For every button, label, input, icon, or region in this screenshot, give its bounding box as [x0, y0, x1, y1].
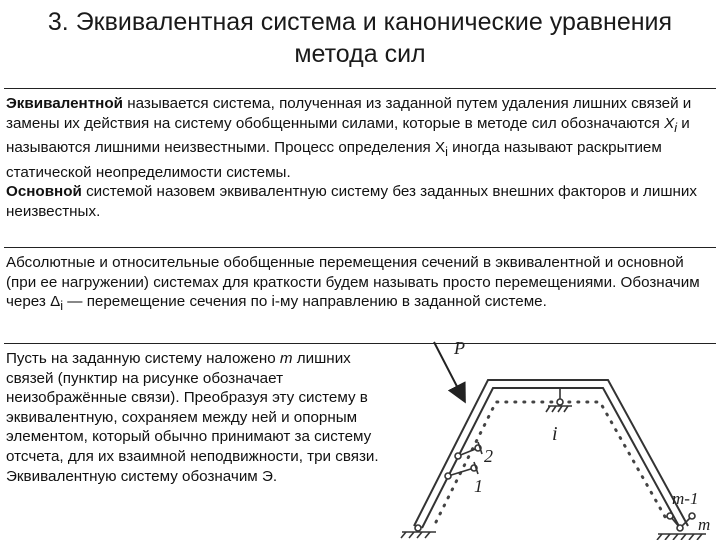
label-2: 2	[484, 446, 493, 466]
definitions-paragraph	[6, 94, 712, 222]
label-m-minus-1: m-1	[672, 489, 699, 508]
symbol-m: m	[279, 350, 293, 367]
delta-subscript: i	[60, 299, 64, 314]
dotted-constraints	[436, 402, 668, 522]
term-basic: Основной	[6, 183, 82, 201]
def-text-2: системой назовем эквивалентную систему без заданных внешних факторов и лишних неизвестных.	[6, 183, 698, 221]
label-i: i	[552, 423, 558, 445]
displacements-paragraph	[6, 253, 712, 317]
def-text-1c: иногда называют раскрытием статической неопределимости системы.	[6, 139, 662, 181]
term-equivalent: Эквивалентной	[6, 95, 123, 112]
constraints-paragraph	[6, 349, 396, 486]
support-i	[546, 388, 572, 412]
label-1: 1	[474, 476, 483, 496]
def-text-1a: называется система, полученная из заданной путем удаления лишних связей и замены их действия на систему обобщенными силами, которые в методе сил обозначаются	[6, 95, 692, 132]
title-line-1: 3. Эквивалентная система и канонические уравнения	[47, 8, 673, 36]
constr-text-a: Пусть на заданную систему наложено	[6, 350, 280, 367]
def-text-1b: и называются лишними неизвестными. Процесс определения X	[6, 114, 690, 157]
constr-text-b: лишних связей (пунктир на рисунке обозначает неизображённые связи). Преобразуя эту систему в эквивалентную, сохраняем между ней и опорным элементом, который обычно принимают за систему отсчета, для их взаимной неподвижности, три связи. Эквивалентную систему обозначим Э.	[6, 350, 379, 485]
label-m: m	[698, 515, 711, 534]
divider-top	[4, 88, 716, 89]
support-left	[401, 525, 436, 538]
symbol-x-subscript-2: i	[445, 145, 448, 160]
frame-figure	[392, 336, 720, 540]
divider-middle	[4, 247, 716, 248]
page-title	[0, 6, 720, 70]
label-p: P	[454, 338, 465, 358]
title-line-2: метода сил	[294, 40, 426, 68]
symbol-x: X	[664, 114, 675, 132]
symbol-x-subscript: i	[674, 120, 678, 135]
disp-text-a: Абсолютные и относительные обобщенные перемещения сечений в эквивалентной и основной (при ее нагружении) системах для краткости будем называть просто перемещениями. Обозначим через Δ	[6, 254, 700, 311]
disp-text-b: — перемещение сечения по i-му направлению в заданной системе.	[63, 293, 547, 311]
